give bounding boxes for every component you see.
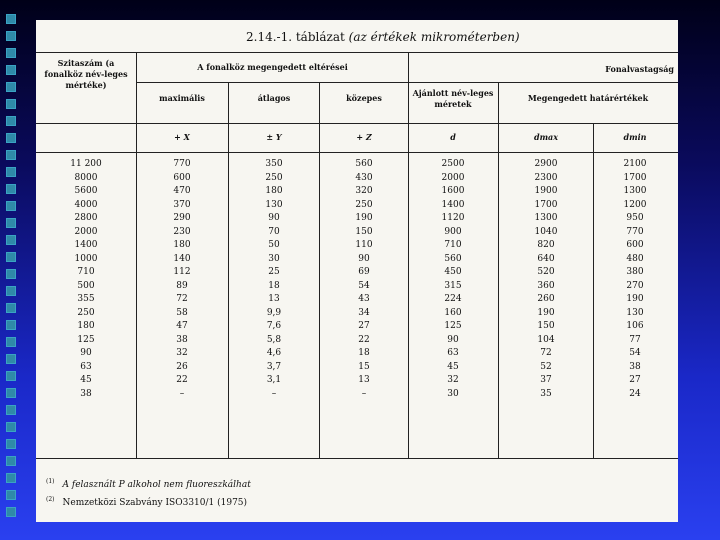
table-cell: 500: [77, 280, 95, 291]
table-cell: 38: [80, 388, 92, 399]
table-cell: 224: [444, 294, 462, 304]
table-cell: 50: [268, 240, 280, 250]
table-cell: 43: [358, 294, 370, 304]
table-cell: 18: [358, 348, 370, 358]
table-cell: 150: [355, 226, 373, 237]
table-cell: 900: [444, 226, 462, 237]
table-cell: 360: [537, 280, 555, 291]
table-cell: 1040: [534, 226, 558, 237]
table-cell: 7,6: [266, 321, 282, 331]
table-cell: 26: [176, 361, 188, 372]
table-cell: 1400: [74, 240, 98, 250]
table-cell: 112: [173, 267, 191, 277]
table-cell: 370: [173, 199, 191, 210]
table-cell: –: [361, 388, 367, 399]
table-cell: 104: [537, 334, 555, 345]
table-cell: 470: [173, 186, 191, 196]
table-cell: 560: [355, 159, 373, 169]
table-cell: 90: [268, 213, 280, 223]
table-cell: 180: [265, 186, 283, 196]
symbol-dmin: dmin: [623, 132, 647, 142]
symbol-y: ± Y: [266, 132, 282, 142]
table-cell: 190: [626, 294, 644, 304]
table-cell: 640: [537, 253, 555, 264]
table-cell: 9,9: [266, 307, 282, 318]
table-cell: 180: [77, 321, 95, 331]
table-cell: 1200: [623, 199, 647, 210]
header-medium: közepes: [346, 93, 382, 103]
column-dmax: [502, 158, 590, 401]
table-cell: 22: [176, 375, 188, 385]
header-thickness-group: Fonalvastagság: [605, 64, 674, 74]
table-cell: 27: [358, 321, 370, 331]
table-number: 2.14.-1. táblázat: [246, 30, 345, 44]
table-cell: 820: [537, 240, 555, 250]
table-cell: 13: [268, 294, 280, 304]
table-cell: 1300: [534, 213, 558, 223]
table-cell: 130: [626, 307, 644, 318]
table-cell: –: [271, 388, 277, 399]
column-nominal-diameter: [411, 158, 495, 401]
column-medium-deviation: [322, 158, 406, 401]
rule-bottom: [36, 458, 678, 459]
table-cell: 2900: [534, 159, 558, 169]
table-cell: 47: [176, 321, 188, 331]
table-cell: 22: [358, 334, 370, 345]
vrule-6: [593, 123, 594, 458]
table-cell: 72: [540, 348, 552, 358]
table-cell: 1300: [623, 186, 647, 196]
table-cell: 2000: [441, 172, 465, 183]
table-cell: 770: [626, 226, 644, 237]
table-cell: 5,8: [266, 334, 282, 345]
table-cell: 38: [176, 334, 188, 345]
footnote-2: $^{(2)}$ Nemzetközi Szabvány ISO3310/1 (1975): [46, 496, 248, 508]
table-cell: 77: [629, 334, 641, 345]
table-cell: 1700: [534, 199, 558, 210]
vrule-1: [136, 52, 137, 458]
symbol-z: + Z: [356, 132, 372, 142]
table-cell: 125: [444, 321, 462, 331]
table-cell: 600: [626, 240, 644, 250]
table-cell: 70: [268, 226, 280, 237]
table-cell: 11 200: [70, 159, 102, 169]
rule-group: [136, 82, 678, 83]
table-cell: 35: [540, 388, 552, 399]
table-cell: 355: [77, 294, 95, 304]
vrule-2: [228, 82, 229, 458]
rule-symbols: [36, 152, 678, 153]
table-cell: 125: [77, 334, 95, 345]
table-cell: 180: [173, 240, 191, 250]
table-cell: 2000: [74, 226, 98, 237]
table-cell: 1120: [441, 213, 465, 223]
header-sieve: Szitaszám (a fonalköz név-leges mértéke): [44, 58, 128, 90]
rule-head: [36, 123, 678, 124]
table-cell: 230: [173, 226, 191, 237]
table-cell: 430: [355, 172, 373, 183]
table-cell: 560: [444, 253, 462, 264]
table-cell: 13: [358, 375, 370, 385]
table-cell: 250: [77, 307, 95, 318]
table-cell: 1400: [441, 199, 465, 210]
table-cell: 250: [355, 199, 373, 210]
table-cell: 270: [626, 280, 644, 291]
footnote-1: $^{(1)}$ A felasznált P alkohol nem fluoreszkálhat: [46, 478, 251, 490]
table-cell: 2300: [534, 172, 558, 183]
table-cell: 72: [176, 294, 188, 304]
table-cell: 380: [626, 267, 644, 277]
table-cell: 90: [447, 334, 459, 345]
table-cell: 1600: [441, 186, 465, 196]
table-cell: 106: [626, 321, 644, 331]
table-cell: 4000: [74, 199, 98, 210]
table-cell: 3,7: [266, 361, 282, 372]
table-cell: 24: [629, 388, 641, 399]
table-cell: 30: [447, 388, 459, 399]
table-cell: 290: [173, 213, 191, 223]
column-dmin: [596, 158, 674, 401]
table-cell: 190: [355, 213, 373, 223]
table-cell: 18: [268, 280, 280, 291]
vrule-3: [319, 82, 320, 458]
table-cell: 710: [444, 240, 462, 250]
table-cell: 350: [265, 159, 283, 169]
table-cell: 450: [444, 267, 462, 277]
table-cell: 260: [537, 294, 555, 304]
table-cell: 54: [358, 280, 370, 291]
table-cell: –: [179, 388, 185, 399]
table-cell: 45: [80, 375, 92, 385]
table-cell: 2800: [74, 213, 98, 223]
table-cell: 58: [176, 307, 188, 318]
header-recommended: Ajánlott név-leges méretek: [412, 88, 494, 109]
table-cell: 25: [268, 267, 280, 277]
table-cell: 190: [537, 307, 555, 318]
table-cell: 45: [447, 361, 459, 372]
header-average: átlagos: [257, 93, 291, 103]
column-sieve-number: [40, 158, 132, 401]
table-cell: 63: [80, 361, 92, 372]
table-cell: 5600: [74, 186, 98, 196]
table-cell: 90: [80, 348, 92, 358]
table-cell: 27: [629, 375, 641, 385]
scanned-table-page: [36, 20, 678, 522]
table-cell: 160: [444, 307, 462, 318]
table-cell: 52: [540, 361, 552, 372]
table-cell: 1700: [623, 172, 647, 183]
column-avg-deviation: [232, 158, 316, 401]
vrule-5: [498, 82, 499, 458]
table-cell: 15: [358, 361, 370, 372]
symbol-x: + X: [174, 132, 190, 142]
header-permitted: Megengedett határértékek: [527, 93, 649, 103]
table-cell: 320: [355, 186, 373, 196]
rule-top: [36, 52, 678, 53]
table-caption: [246, 30, 520, 44]
table-cell: 63: [447, 348, 459, 358]
table-cell: 69: [358, 267, 370, 277]
table-cell: 950: [626, 213, 644, 223]
table-cell: 2500: [441, 159, 465, 169]
table-cell: 32: [176, 348, 188, 358]
table-cell: 4,6: [266, 348, 282, 358]
table-cell: 150: [537, 321, 555, 331]
table-cell: 250: [265, 172, 283, 183]
table-cell: 315: [444, 280, 462, 291]
table-cell: 140: [173, 253, 191, 264]
table-cell: 30: [268, 253, 280, 264]
table-cell: 1900: [534, 186, 558, 196]
table-cell: 90: [358, 253, 370, 264]
header-tolerance-group: A fonalköz megengedett eltérései: [197, 62, 348, 72]
table-cell: 480: [626, 253, 644, 264]
table-cell: 130: [265, 199, 283, 210]
table-cell: 37: [540, 375, 552, 385]
table-cell: 34: [358, 307, 370, 318]
table-cell: 710: [77, 267, 95, 277]
header-maximal: maximális: [159, 93, 205, 103]
symbol-d: d: [450, 132, 456, 142]
table-cell: 1000: [74, 253, 98, 264]
table-cell: 8000: [74, 172, 98, 183]
table-cell: 54: [629, 348, 641, 358]
table-cell: 600: [173, 172, 191, 183]
table-cell: 38: [629, 361, 641, 372]
column-max-deviation: [140, 158, 224, 401]
table-cell: 520: [537, 267, 555, 277]
table-cell: 32: [447, 375, 459, 385]
table-cell: 3,1: [266, 375, 282, 385]
table-cell: 110: [355, 240, 373, 250]
vrule-4: [408, 52, 409, 458]
decorative-square-column: [6, 14, 18, 524]
table-cell: 2100: [623, 159, 647, 169]
table-cell: 770: [173, 159, 191, 169]
table-unit-note: (az értékek mikrométerben): [348, 30, 520, 44]
table-cell: 89: [176, 280, 188, 291]
symbol-dmax: dmax: [533, 132, 558, 142]
